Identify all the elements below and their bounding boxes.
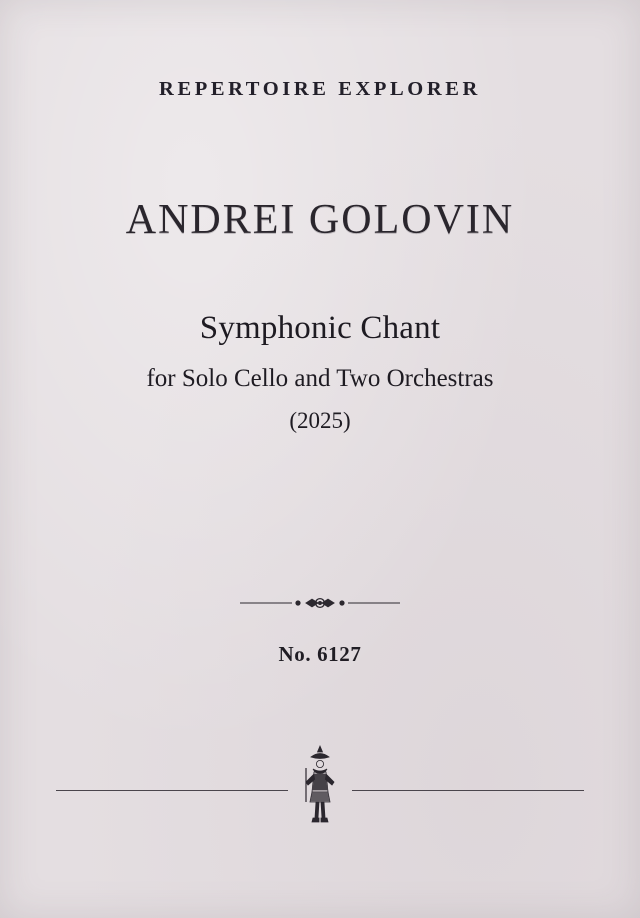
publisher-name: REPERTOIRE EXPLORER [159,78,481,100]
divider-right [352,790,584,791]
page-title: Symphonic Chant [199,310,441,346]
composer-name-text: ANDREI GOLOVIN [125,197,515,243]
composer-name [0,196,640,244]
divider-left [56,790,288,791]
work-subtitle: for Solo Cello and Two Orchestras [146,365,494,392]
diamond-rule-ornament-icon [0,593,640,613]
catalog-number: No. 6127 [278,642,362,666]
publisher-logo-icon [292,742,348,838]
composition-year: (2025) [289,408,351,433]
